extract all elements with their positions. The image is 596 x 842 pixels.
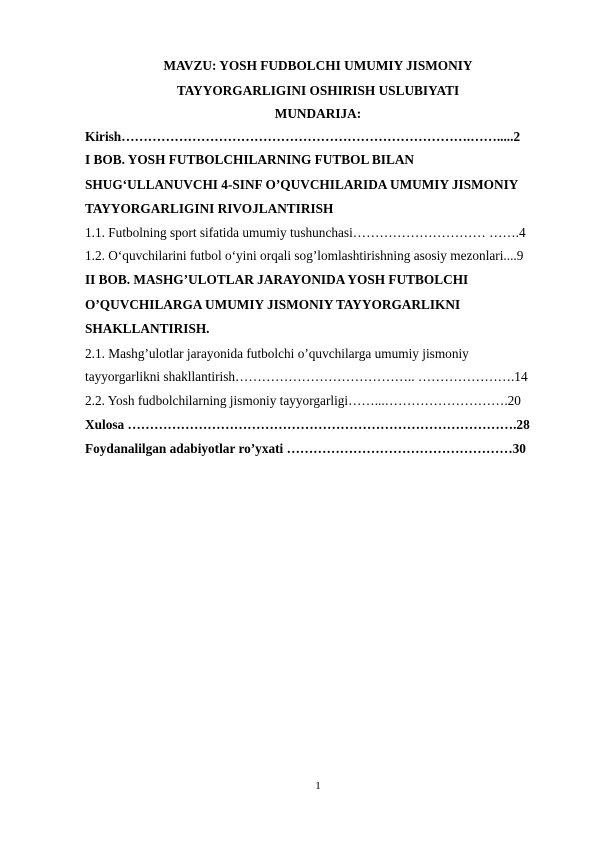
document-title-line-1: MAVZU: YOSH FUDBOLCHI UMUMIY JISMONIY (163, 58, 473, 73)
toc-chapter-1-title-line-3: TAYYORGARLIGINI RIVOJLANTIRISH (85, 201, 334, 216)
toc-entry-references: Foydanalilgan adabiyotlar ro’yxati ……………………………………………30 (85, 441, 526, 456)
toc-entry-1-1: 1.1. Futbolning sport sifatida umumiy tushunchasi………………………… …….4 (85, 225, 526, 240)
toc-entry-2-1-line-1: 2.1. Mashg’ulotlar jarayonida futbolchi o’quvchilarga umumiy jismoniy (85, 346, 469, 361)
toc-chapter-2-title-line-1: II BOB. MASHG’ULOTLAR JARAYONIDA YOSH FUTBOLCHI (85, 272, 469, 287)
toc-chapter-2-title-line-2: O’QUVCHILARGA UMUMIY JISMONIY TAYYORGARLIKNI (85, 297, 461, 312)
toc-entry-conclusion: Xulosa …………………………………………………………………………….28 (85, 417, 530, 432)
document-title-line-2: TAYYORGARLIGINI OSHIRISH USLUBIYATI (176, 83, 460, 98)
toc-entry-2-2: 2.2. Yosh fudbolchilarning jismoniy tayyorgarligi……...……………………….20 (85, 393, 521, 408)
contents-heading: MUNDARIJA: (274, 106, 362, 121)
toc-entry-introduction: Kirish…………………………………………………………………….…….....2 (85, 129, 521, 144)
toc-chapter-1-title-line-2: SHUG‘ULLANUVCHI 4-SINF O’QUVCHILARIDA UMUMIY JISMONIY (85, 177, 519, 192)
page-number: 1 (315, 780, 321, 792)
toc-entry-1-2: 1.2. O‘quvchilarini futbol o‘yini orqali sog’lomlashtirishning asosiy mezonlari....9 (85, 248, 524, 263)
toc-chapter-1-title-line-1: I BOB. YOSH FUTBOLCHILARNING FUTBOL BILAN (85, 152, 415, 167)
toc-chapter-2-title-line-3: SHAKLLANTIRISH. (85, 321, 210, 336)
toc-entry-2-1-line-2: tayyorgarlikni shakllantirish………………………………….. ………………….14 (85, 369, 528, 384)
